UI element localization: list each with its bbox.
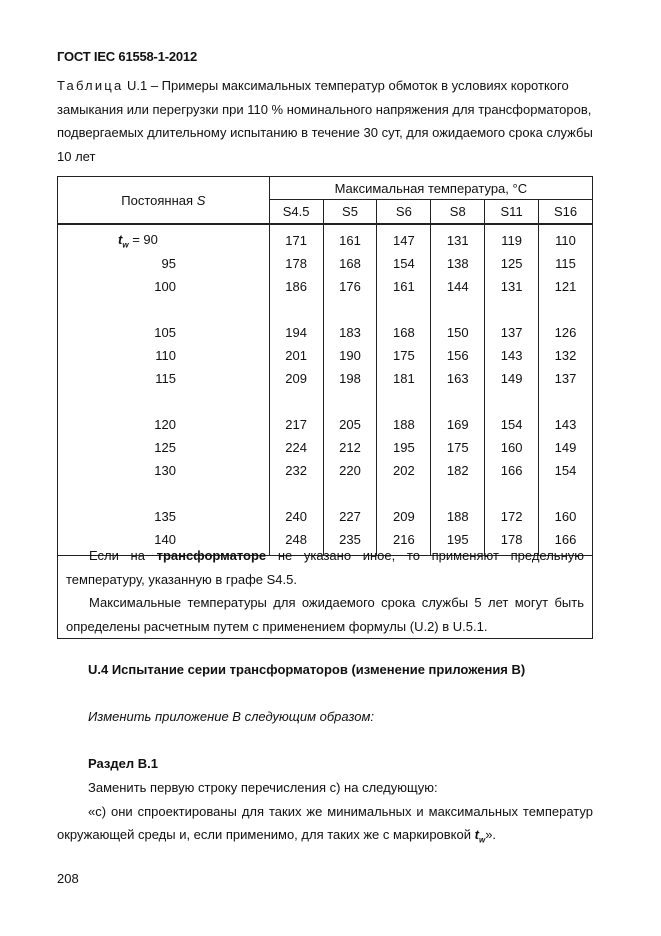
cell-temperature: 178 [485, 528, 539, 556]
cell-constant: 105 [58, 321, 270, 344]
temperature-table [57, 176, 593, 556]
paragraph-2: «с) они спроектированы для таких же минимальных и максимальных температур окружающей среды и, если применимо, для таких же с маркировкой $t_w$». [57, 803, 593, 845]
cell-temperature: 224 [269, 436, 323, 459]
cell-temperature: 119 [485, 224, 539, 252]
column-header-s8: S8 [431, 200, 485, 224]
cell-temperature: 202 [377, 459, 431, 482]
cell-temperature: 176 [323, 275, 377, 298]
cell-temperature: 220 [323, 459, 377, 482]
table-row [58, 252, 593, 275]
cell-temperature: 248 [269, 528, 323, 556]
cell-temperature: 201 [269, 344, 323, 367]
cell-temperature: 169 [431, 413, 485, 436]
note-1: Если на трансформаторе не указано иное, то применяют предельную температуру, указанную в графе S4.5. [66, 548, 584, 587]
cell-constant: 100 [58, 275, 270, 298]
cell-temperature: 195 [377, 436, 431, 459]
cell-temperature: 209 [269, 367, 323, 390]
cell-temperature: 150 [431, 321, 485, 344]
table-spacer-row [58, 390, 593, 413]
cell-temperature: 161 [377, 275, 431, 298]
cell-temperature: 147 [377, 224, 431, 252]
cell-temperature: 175 [431, 436, 485, 459]
cell-temperature: 154 [485, 413, 539, 436]
cell-temperature: 166 [485, 459, 539, 482]
cell-temperature: 131 [485, 275, 539, 298]
table-body [58, 224, 593, 556]
cell-temperature: 190 [323, 344, 377, 367]
cell-temperature: 183 [323, 321, 377, 344]
table-row [58, 275, 593, 298]
cell-temperature: 125 [485, 252, 539, 275]
cell-temperature: 217 [269, 413, 323, 436]
page-number: 208 [57, 871, 79, 886]
cell-constant: 110 [58, 344, 270, 367]
cell-temperature: 131 [431, 224, 485, 252]
table-row [58, 436, 593, 459]
cell-temperature: 166 [539, 528, 593, 556]
cell-temperature: 186 [269, 275, 323, 298]
cell-temperature: 168 [377, 321, 431, 344]
cell-temperature: 160 [485, 436, 539, 459]
cell-temperature: 188 [431, 505, 485, 528]
cell-temperature: 110 [539, 224, 593, 252]
cell-temperature: 182 [431, 459, 485, 482]
note-2: Максимальные температуры для ожидаемого срока службы 5 лет могут быть определены расчетным путем с применением формулы (U.2) в U.5.1. [66, 595, 584, 634]
cell-temperature: 160 [539, 505, 593, 528]
cell-temperature: 115 [539, 252, 593, 275]
cell-temperature: 212 [323, 436, 377, 459]
column-header-s4-5: S4.5 [269, 200, 323, 224]
cell-temperature: 216 [377, 528, 431, 556]
table-row [58, 367, 593, 390]
table-row [58, 321, 593, 344]
table-row [58, 505, 593, 528]
section-heading: U.4 Испытание серии трансформаторов (изменение приложения B) [88, 662, 526, 677]
cell-temperature: 188 [377, 413, 431, 436]
column-header-s16: S16 [539, 200, 593, 224]
cell-constant: 120 [58, 413, 270, 436]
table-spacer-row [58, 298, 593, 321]
cell-temperature: 181 [377, 367, 431, 390]
cell-temperature: 195 [431, 528, 485, 556]
cell-constant: 125 [58, 436, 270, 459]
cell-temperature: 194 [269, 321, 323, 344]
document-id: ГОСТ IEC 61558-1-2012 [57, 49, 197, 64]
cell-temperature: 149 [539, 436, 593, 459]
cell-temperature: 132 [539, 344, 593, 367]
cell-constant: 95 [58, 252, 270, 275]
cell-temperature: 143 [539, 413, 593, 436]
cell-temperature: 154 [539, 459, 593, 482]
table-row [58, 224, 593, 252]
column-header-constant: Постоянная S [58, 177, 270, 225]
cell-temperature: 149 [485, 367, 539, 390]
caption-label: Таблица [57, 78, 124, 93]
paragraph-1: Заменить первую строку перечисления с) на следующую: [88, 780, 438, 795]
cell-temperature: 240 [269, 505, 323, 528]
cell-temperature: 232 [269, 459, 323, 482]
cell-temperature: 235 [323, 528, 377, 556]
cell-temperature: 154 [377, 252, 431, 275]
cell-temperature: 137 [485, 321, 539, 344]
cell-constant: 130 [58, 459, 270, 482]
column-header-s5: S5 [323, 200, 377, 224]
cell-constant: 135 [58, 505, 270, 528]
cell-temperature: 138 [431, 252, 485, 275]
column-header-s11: S11 [485, 200, 539, 224]
cell-temperature: 209 [377, 505, 431, 528]
cell-temperature: 178 [269, 252, 323, 275]
cell-temperature: 137 [539, 367, 593, 390]
cell-temperature: 144 [431, 275, 485, 298]
table-notes [57, 544, 593, 639]
table-spacer-row [58, 482, 593, 505]
caption-text: U.1 – Примеры максимальных температур обмоток в условиях короткого замыкания или перегрузки при 110 % номинального напряжения для трансформаторов, подвергаемых длительному испытанию в течение 30 сут, для ожидаемого срока службы 10 лет [57, 78, 593, 164]
cell-temperature: 175 [377, 344, 431, 367]
table-row [58, 413, 593, 436]
section-instruction: Изменить приложение B следующим образом: [88, 709, 374, 724]
section-body [57, 776, 593, 852]
cell-temperature: 121 [539, 275, 593, 298]
table-row [58, 344, 593, 367]
subsection-heading: Раздел B.1 [88, 756, 158, 771]
cell-temperature: 161 [323, 224, 377, 252]
cell-temperature: 156 [431, 344, 485, 367]
table-row [58, 459, 593, 482]
cell-temperature: 227 [323, 505, 377, 528]
table-caption [57, 74, 597, 168]
cell-temperature: 168 [323, 252, 377, 275]
cell-temperature: 172 [485, 505, 539, 528]
cell-temperature: 143 [485, 344, 539, 367]
cell-temperature: 163 [431, 367, 485, 390]
cell-constant: 115 [58, 367, 270, 390]
cell-temperature: 171 [269, 224, 323, 252]
cell-constant: $t_w = 90$ [58, 224, 270, 252]
cell-temperature: 126 [539, 321, 593, 344]
cell-temperature: 198 [323, 367, 377, 390]
cell-constant: 140 [58, 528, 270, 556]
cell-temperature: 205 [323, 413, 377, 436]
column-header-s6: S6 [377, 200, 431, 224]
column-header-max-temperature: Максимальная температура, °C [269, 177, 592, 200]
